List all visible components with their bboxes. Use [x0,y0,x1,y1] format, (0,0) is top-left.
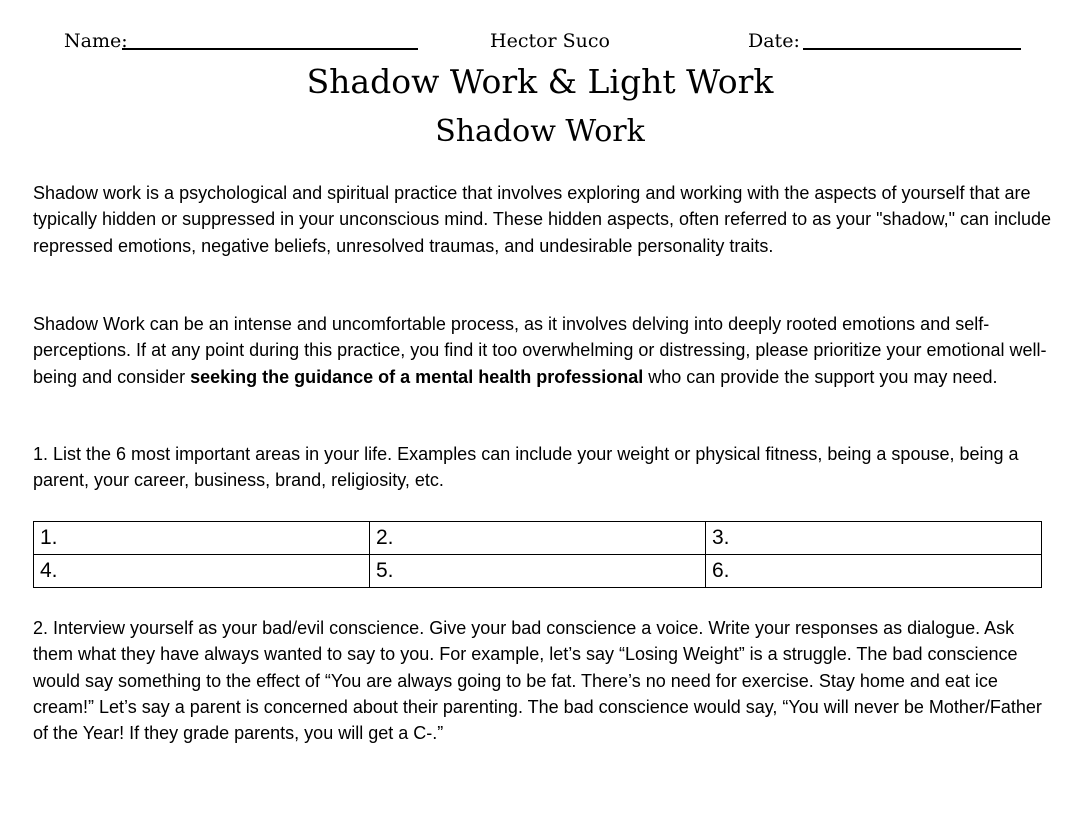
date-blank-line[interactable] [803,48,1021,50]
caution-paragraph [33,311,1053,390]
page-title: Shadow Work & Light Work [306,62,774,101]
header-row [0,26,1080,58]
area-cell-4[interactable]: 4. [34,555,370,588]
area-cell-5[interactable]: 5. [370,555,706,588]
intro-paragraph: Shadow work is a psychological and spiritual practice that involves exploring and working with the aspects of yourself that are typically hidden or suppressed in your unconscious mind. These hidden aspects, often referred to as your "shadow," can include repressed emotions, negative beliefs, unresolved traumas, and undesirable personality traits. [33,183,1052,256]
question-1: 1. List the 6 most important areas in your life. Examples can include your weight or physical fitness, being a spouse, being a parent, your career, business, brand, religiosity, etc. [33,444,1019,491]
caution-text-bold: seeking the guidance of a mental health professional [190,366,644,387]
question-2: 2. Interview yourself as your bad/evil conscience. Give your bad conscience a voice. Write your responses as dialogue. Ask them what they have always wanted to say to you. For example, let’s say “Losing Weight” is a struggle. The bad conscience would say something to the effect of “You are always going to be fat. There’s no need for exercise. Stay home and eat ice cream!” Let’s say a parent is concerned about their parenting. The bad conscience would say, “You will never be Mother/Father of the Year! If they grade parents, you will get a C-.” [33,618,1042,744]
caution-text-before: Shadow Work can be an intense and uncomfortable process, as it involves delving into deeply rooted emotions and self-perceptions. If at any point during this practice, you find it too overwhelming or distressing, please prioritize your emotional well-being and consider [33,314,1047,387]
section-title: Shadow Work [435,114,645,149]
author-name: Hector Suco [490,30,610,52]
caution-text-after: who can provide the support you may need. [643,366,998,387]
date-label: Date: [748,30,800,52]
area-cell-1[interactable]: 1. [34,522,370,555]
life-areas-table [33,521,1042,588]
area-cell-6[interactable]: 6. [706,555,1042,588]
table-row [34,522,1042,555]
area-cell-2[interactable]: 2. [370,522,706,555]
area-cell-3[interactable]: 3. [706,522,1042,555]
name-blank-line[interactable] [122,48,418,50]
name-label: Name: [64,30,128,52]
table-row [34,555,1042,588]
